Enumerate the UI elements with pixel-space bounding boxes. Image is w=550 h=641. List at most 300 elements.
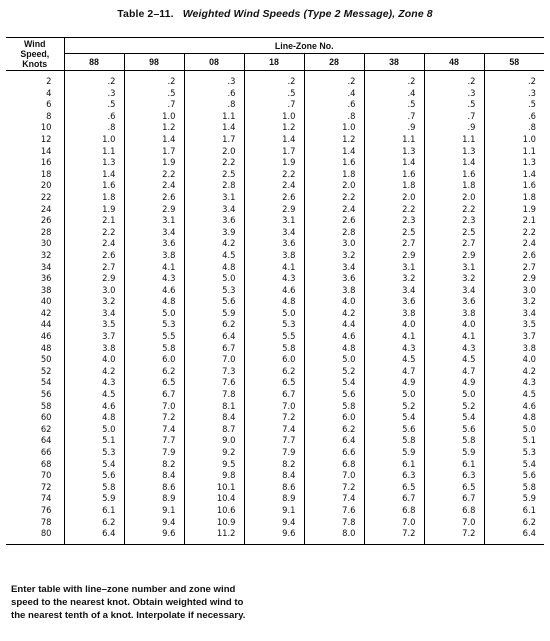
weighted-value-cell: 3.8 — [424, 308, 484, 320]
weighted-value-cell: 1.3 — [424, 146, 484, 158]
weighted-value-cell: 3.4 — [64, 308, 124, 320]
table-title-label: Table 2–11. — [117, 8, 174, 20]
wind-speed-cell: 42 — [6, 308, 64, 320]
wind-speed-header — [6, 38, 64, 71]
weighted-value-cell: 4.7 — [364, 366, 424, 378]
weighted-value-cell: 2.2 — [184, 157, 244, 169]
wind-speed-cell: 24 — [6, 204, 64, 216]
weighted-value-cell: 1.9 — [64, 204, 124, 216]
weighted-value-cell: 1.8 — [364, 180, 424, 192]
weighted-value-cell: 5.4 — [424, 412, 484, 424]
weighted-value-cell: 5.4 — [484, 459, 544, 471]
weighted-value-cell: 6.5 — [244, 377, 304, 389]
weighted-value-cell: 4.3 — [424, 343, 484, 355]
weighted-value-cell: 7.0 — [184, 354, 244, 366]
table-title-text: Weighted Wind Speeds (Type 2 Message), Zone 8 — [182, 8, 433, 20]
weighted-value-cell: 8.6 — [244, 482, 304, 494]
weighted-value-cell: 5.1 — [64, 435, 124, 447]
weighted-value-cell: 2.5 — [184, 169, 244, 181]
weighted-value-cell: 2.9 — [244, 204, 304, 216]
weighted-value-cell: 3.8 — [304, 285, 364, 297]
weighted-value-cell: 7.0 — [364, 517, 424, 529]
weighted-value-cell: 1.2 — [244, 122, 304, 134]
weighted-value-cell: 9.2 — [184, 447, 244, 459]
table-row — [6, 528, 544, 544]
wind-speed-cell: 16 — [6, 157, 64, 169]
weighted-value-cell: 2.2 — [304, 192, 364, 204]
weighted-value-cell: 2.2 — [64, 227, 124, 239]
weighted-value-cell: 4.5 — [64, 389, 124, 401]
weighted-value-cell: 1.2 — [304, 134, 364, 146]
weighted-value-cell: .7 — [244, 99, 304, 111]
weighted-value-cell: 1.2 — [124, 122, 184, 134]
weighted-value-cell: 8.4 — [244, 470, 304, 482]
weighted-value-cell: 3.5 — [484, 319, 544, 331]
weighted-value-cell: 3.6 — [304, 273, 364, 285]
weighted-value-cell: 2.9 — [424, 250, 484, 262]
weighted-value-cell: .5 — [424, 99, 484, 111]
wind-speed-cell: 62 — [6, 424, 64, 436]
wind-speed-cell: 34 — [6, 262, 64, 274]
weighted-value-cell: .2 — [304, 76, 364, 88]
weighted-value-cell: 3.1 — [244, 215, 304, 227]
weighted-value-cell: 4.2 — [484, 366, 544, 378]
weighted-value-cell: 9.8 — [184, 470, 244, 482]
weighted-value-cell: 3.6 — [124, 238, 184, 250]
weighted-value-cell: 6.2 — [184, 319, 244, 331]
column-header-48: 48 — [424, 54, 484, 71]
wind-speed-cell: 60 — [6, 412, 64, 424]
wind-speed-cell: 70 — [6, 470, 64, 482]
weighted-value-cell: 5.5 — [124, 331, 184, 343]
wind-speed-cell: 72 — [6, 482, 64, 494]
weighted-value-cell: 6.2 — [484, 517, 544, 529]
weighted-value-cell: 5.6 — [484, 470, 544, 482]
weighted-value-cell: 1.6 — [484, 180, 544, 192]
weighted-value-cell: 6.8 — [424, 505, 484, 517]
wind-speed-cell: 80 — [6, 528, 64, 544]
weighted-value-cell: 3.2 — [64, 296, 124, 308]
table-row — [6, 192, 544, 204]
wind-speed-cell: 6 — [6, 99, 64, 111]
weighted-value-cell: 6.1 — [64, 505, 124, 517]
weighted-value-cell: 2.9 — [64, 273, 124, 285]
weighted-value-cell: 3.7 — [64, 331, 124, 343]
table-row — [6, 262, 544, 274]
weighted-value-cell: .5 — [124, 88, 184, 100]
weighted-value-cell: 9.0 — [184, 435, 244, 447]
wind-speed-cell: 20 — [6, 180, 64, 192]
weighted-value-cell: 3.7 — [484, 331, 544, 343]
weighted-value-cell: .9 — [364, 122, 424, 134]
weighted-value-cell: 9.6 — [244, 528, 304, 544]
table-row — [6, 331, 544, 343]
weighted-value-cell: 1.3 — [364, 146, 424, 158]
weighted-value-cell: 4.1 — [364, 331, 424, 343]
weighted-value-cell: .4 — [304, 88, 364, 100]
weighted-value-cell: 6.7 — [184, 343, 244, 355]
wind-speed-cell: 22 — [6, 192, 64, 204]
weighted-value-cell: 4.3 — [244, 273, 304, 285]
weighted-value-cell: 3.8 — [484, 343, 544, 355]
weighted-value-cell: 3.1 — [424, 262, 484, 274]
weighted-value-cell: 6.7 — [424, 493, 484, 505]
wind-speed-cell: 58 — [6, 401, 64, 413]
weighted-value-cell: 3.4 — [304, 262, 364, 274]
weighted-value-cell: 1.8 — [304, 169, 364, 181]
weighted-value-cell: 3.4 — [184, 204, 244, 216]
weighted-value-cell: 8.6 — [124, 482, 184, 494]
weighted-value-cell: 3.6 — [244, 238, 304, 250]
weighted-value-cell: .2 — [424, 76, 484, 88]
weighted-value-cell: 2.5 — [364, 227, 424, 239]
weighted-value-cell: 4.6 — [244, 285, 304, 297]
table-row — [6, 308, 544, 320]
weighted-value-cell: 5.0 — [124, 308, 184, 320]
weighted-value-cell: 7.8 — [304, 517, 364, 529]
weighted-value-cell: 6.5 — [124, 377, 184, 389]
weighted-value-cell: 5.2 — [304, 366, 364, 378]
weighted-value-cell: 7.4 — [304, 493, 364, 505]
weighted-value-cell: 1.4 — [64, 169, 124, 181]
table-row — [6, 227, 544, 239]
weighted-value-cell: 1.4 — [184, 122, 244, 134]
weighted-value-cell: 2.7 — [484, 262, 544, 274]
weighted-value-cell: .2 — [244, 76, 304, 88]
weighted-value-cell: 5.8 — [484, 482, 544, 494]
weighted-value-cell: 11.2 — [184, 528, 244, 544]
table-row — [6, 459, 544, 471]
weighted-value-cell: .6 — [484, 111, 544, 123]
weighted-value-cell: 1.1 — [424, 134, 484, 146]
weighted-value-cell: .7 — [424, 111, 484, 123]
weighted-value-cell: 1.3 — [484, 157, 544, 169]
weighted-value-cell: 7.0 — [304, 470, 364, 482]
weighted-value-cell: 4.8 — [184, 262, 244, 274]
weighted-value-cell: 3.2 — [304, 250, 364, 262]
weighted-value-cell: 3.1 — [184, 192, 244, 204]
wind-speed-cell: 14 — [6, 146, 64, 158]
weighted-value-cell: .4 — [364, 88, 424, 100]
weighted-value-cell: 4.1 — [124, 262, 184, 274]
weighted-value-cell: 7.2 — [124, 412, 184, 424]
weighted-value-cell: 2.6 — [484, 250, 544, 262]
weighted-value-cell: 9.5 — [184, 459, 244, 471]
weighted-value-cell: 1.3 — [64, 157, 124, 169]
weighted-value-cell: 1.7 — [244, 146, 304, 158]
table-row — [6, 273, 544, 285]
weighted-value-cell: 8.9 — [124, 493, 184, 505]
weighted-value-cell: 6.3 — [364, 470, 424, 482]
weighted-value-cell: .5 — [484, 99, 544, 111]
weighted-value-cell: 5.0 — [364, 389, 424, 401]
weighted-value-cell: 4.1 — [424, 331, 484, 343]
weighted-value-cell: 1.6 — [364, 169, 424, 181]
weighted-value-cell: 1.1 — [484, 146, 544, 158]
weighted-value-cell: 1.1 — [364, 134, 424, 146]
table-row — [6, 157, 544, 169]
weighted-value-cell: 5.6 — [64, 470, 124, 482]
weighted-value-cell: 3.4 — [244, 227, 304, 239]
weighted-value-cell: .8 — [304, 111, 364, 123]
table-row — [6, 319, 544, 331]
weighted-value-cell: 2.4 — [484, 238, 544, 250]
weighted-value-cell: 1.8 — [64, 192, 124, 204]
weighted-value-cell: 7.7 — [244, 435, 304, 447]
wind-speed-header-line: Knots — [22, 59, 48, 69]
table-row — [6, 366, 544, 378]
weighted-value-cell: 4.6 — [64, 401, 124, 413]
weighted-value-cell: 3.8 — [64, 343, 124, 355]
weighted-value-cell: 7.2 — [364, 528, 424, 544]
table-row — [6, 447, 544, 459]
weighted-value-cell: 10.1 — [184, 482, 244, 494]
table-title — [0, 8, 550, 20]
weighted-value-cell: 6.2 — [124, 366, 184, 378]
weighted-value-cell: 3.6 — [364, 296, 424, 308]
wind-speed-cell: 8 — [6, 111, 64, 123]
weighted-value-cell: 5.8 — [364, 435, 424, 447]
weighted-value-cell: 1.6 — [64, 180, 124, 192]
table-row — [6, 354, 544, 366]
weighted-value-cell: 5.6 — [304, 389, 364, 401]
weighted-value-cell: 6.1 — [424, 459, 484, 471]
wind-speed-cell: 68 — [6, 459, 64, 471]
weighted-value-cell: 1.0 — [244, 111, 304, 123]
weighted-value-cell: 3.9 — [184, 227, 244, 239]
weighted-value-cell: 1.9 — [484, 204, 544, 216]
weighted-value-cell: 6.0 — [304, 412, 364, 424]
weighted-value-cell: 6.1 — [484, 505, 544, 517]
wind-speed-cell: 54 — [6, 377, 64, 389]
weighted-value-cell: 1.4 — [244, 134, 304, 146]
weighted-value-cell: 4.6 — [124, 285, 184, 297]
weighted-value-cell: 1.0 — [304, 122, 364, 134]
weighted-value-cell: .9 — [424, 122, 484, 134]
weighted-value-cell: 5.0 — [184, 273, 244, 285]
weighted-value-cell: 2.6 — [304, 215, 364, 227]
wind-speed-cell: 12 — [6, 134, 64, 146]
weighted-value-cell: 4.8 — [304, 343, 364, 355]
weighted-value-cell: 4.0 — [364, 319, 424, 331]
weighted-value-cell: 1.4 — [424, 157, 484, 169]
weighted-value-cell: 3.5 — [64, 319, 124, 331]
weighted-value-cell: 4.2 — [184, 238, 244, 250]
weighted-value-cell: 6.4 — [484, 528, 544, 544]
weighted-value-cell: 6.8 — [304, 459, 364, 471]
table-row — [6, 134, 544, 146]
table-row — [6, 88, 544, 100]
weighted-value-cell: 4.7 — [424, 366, 484, 378]
weighted-value-cell: 7.6 — [184, 377, 244, 389]
weighted-value-cell: 2.2 — [244, 169, 304, 181]
weighted-value-cell: 2.7 — [64, 262, 124, 274]
weighted-value-cell: 6.8 — [364, 505, 424, 517]
weighted-value-cell: 2.1 — [484, 215, 544, 227]
table-row — [6, 377, 544, 389]
weighted-value-cell: 4.6 — [304, 331, 364, 343]
weighted-value-cell: .8 — [484, 122, 544, 134]
weighted-value-cell: 5.6 — [424, 424, 484, 436]
weighted-value-cell: 4.3 — [364, 343, 424, 355]
weighted-value-cell: .2 — [364, 76, 424, 88]
table-row — [6, 122, 544, 134]
wind-speed-cell: 40 — [6, 296, 64, 308]
weighted-wind-table — [6, 37, 544, 545]
table-row — [6, 296, 544, 308]
weighted-value-cell: .3 — [64, 88, 124, 100]
weighted-value-cell: 10.9 — [184, 517, 244, 529]
table-row — [6, 517, 544, 529]
weighted-value-cell: .7 — [364, 111, 424, 123]
weighted-value-cell: 1.4 — [124, 134, 184, 146]
weighted-value-cell: 1.4 — [364, 157, 424, 169]
weighted-value-cell: .2 — [124, 76, 184, 88]
table-row — [6, 250, 544, 262]
weighted-value-cell: 2.1 — [64, 215, 124, 227]
weighted-value-cell: 2.0 — [184, 146, 244, 158]
weighted-value-cell: 7.2 — [244, 412, 304, 424]
weighted-value-cell: 7.9 — [244, 447, 304, 459]
table-row — [6, 401, 544, 413]
weighted-value-cell: 5.3 — [484, 447, 544, 459]
weighted-value-cell: 6.4 — [184, 331, 244, 343]
weighted-value-cell: 5.9 — [364, 447, 424, 459]
column-header-08: 08 — [184, 54, 244, 71]
table-row — [6, 111, 544, 123]
weighted-value-cell: 7.4 — [244, 424, 304, 436]
weighted-value-cell: 1.4 — [304, 146, 364, 158]
weighted-value-cell: 8.0 — [304, 528, 364, 544]
wind-speed-cell: 66 — [6, 447, 64, 459]
wind-speed-cell: 2 — [6, 76, 64, 88]
weighted-value-cell: 1.8 — [424, 180, 484, 192]
weighted-value-cell: 7.2 — [304, 482, 364, 494]
weighted-value-cell: 2.9 — [364, 250, 424, 262]
weighted-value-cell: .5 — [64, 99, 124, 111]
weighted-value-cell: 3.0 — [64, 285, 124, 297]
column-header-28: 28 — [304, 54, 364, 71]
weighted-value-cell: 2.4 — [124, 180, 184, 192]
weighted-value-cell: 4.0 — [424, 319, 484, 331]
weighted-value-cell: 2.8 — [184, 180, 244, 192]
weighted-value-cell: 6.2 — [64, 517, 124, 529]
weighted-value-cell: 3.8 — [364, 308, 424, 320]
wind-speed-cell: 76 — [6, 505, 64, 517]
weighted-value-cell: 1.7 — [184, 134, 244, 146]
weighted-value-cell: 3.4 — [424, 285, 484, 297]
weighted-value-cell: 5.0 — [424, 389, 484, 401]
weighted-value-cell: 7.7 — [124, 435, 184, 447]
table-row — [6, 76, 544, 88]
weighted-value-cell: 1.9 — [124, 157, 184, 169]
wind-speed-cell: 64 — [6, 435, 64, 447]
weighted-value-cell: 6.3 — [424, 470, 484, 482]
weighted-value-cell: 7.8 — [184, 389, 244, 401]
weighted-value-cell: .2 — [64, 76, 124, 88]
note-line: the nearest tenth of a knot. Interpolate if necessary. — [11, 610, 246, 622]
weighted-value-cell: 7.3 — [184, 366, 244, 378]
weighted-value-cell: 6.2 — [244, 366, 304, 378]
weighted-value-cell: 4.8 — [244, 296, 304, 308]
weighted-value-cell: 4.5 — [484, 389, 544, 401]
weighted-value-cell: 5.8 — [424, 435, 484, 447]
weighted-value-cell: 2.2 — [484, 227, 544, 239]
weighted-value-cell: 4.3 — [64, 377, 124, 389]
weighted-value-cell: 5.2 — [364, 401, 424, 413]
weighted-value-cell: 2.2 — [424, 204, 484, 216]
table-row — [6, 146, 544, 158]
weighted-value-cell: 6.1 — [364, 459, 424, 471]
weighted-value-cell: 6.5 — [364, 482, 424, 494]
wind-speed-cell: 56 — [6, 389, 64, 401]
weighted-value-cell: 2.2 — [364, 204, 424, 216]
weighted-value-cell: .6 — [184, 88, 244, 100]
weighted-value-cell: 7.4 — [124, 424, 184, 436]
weighted-value-cell: 3.2 — [364, 273, 424, 285]
table-row — [6, 493, 544, 505]
weighted-value-cell: 9.4 — [124, 517, 184, 529]
weighted-value-cell: 5.8 — [244, 343, 304, 355]
weighted-value-cell: 2.8 — [304, 227, 364, 239]
weighted-value-cell: 5.9 — [484, 493, 544, 505]
weighted-value-cell: 3.1 — [364, 262, 424, 274]
table-body — [6, 71, 544, 545]
wind-speed-cell: 38 — [6, 285, 64, 297]
weighted-value-cell: 4.8 — [64, 412, 124, 424]
table-row — [6, 215, 544, 227]
weighted-value-cell: 2.0 — [304, 180, 364, 192]
weighted-value-cell: 6.6 — [304, 447, 364, 459]
note-line: Enter table with line–zone number and zone wind — [11, 584, 236, 595]
weighted-value-cell: .8 — [184, 99, 244, 111]
weighted-value-cell: 1.7 — [124, 146, 184, 158]
weighted-value-cell: 3.4 — [364, 285, 424, 297]
weighted-value-cell: 4.8 — [484, 412, 544, 424]
table-row — [6, 505, 544, 517]
line-zone-header: Line-Zone No. — [64, 38, 544, 54]
weighted-value-cell: 6.7 — [124, 389, 184, 401]
weighted-value-cell: 5.0 — [64, 424, 124, 436]
weighted-value-cell: 4.8 — [124, 296, 184, 308]
wind-speed-cell: 44 — [6, 319, 64, 331]
weighted-value-cell: 4.4 — [304, 319, 364, 331]
weighted-value-cell: 3.8 — [124, 250, 184, 262]
weighted-value-cell: 9.6 — [124, 528, 184, 544]
weighted-value-cell: 3.8 — [244, 250, 304, 262]
weighted-value-cell: 9.4 — [244, 517, 304, 529]
weighted-value-cell: 5.0 — [484, 424, 544, 436]
table-row — [6, 238, 544, 250]
weighted-value-cell: 5.6 — [364, 424, 424, 436]
wind-speed-header-line: Wind — [24, 39, 46, 49]
column-header-98: 98 — [124, 54, 184, 71]
weighted-value-cell: 5.8 — [64, 482, 124, 494]
weighted-value-cell: 10.4 — [184, 493, 244, 505]
column-header-58: 58 — [484, 54, 544, 71]
weighted-value-cell: .8 — [64, 122, 124, 134]
weighted-value-cell: 7.9 — [124, 447, 184, 459]
weighted-value-cell: 3.0 — [484, 285, 544, 297]
weighted-value-cell: 1.0 — [64, 134, 124, 146]
weighted-value-cell: .2 — [484, 76, 544, 88]
weighted-value-cell: 4.2 — [304, 308, 364, 320]
table-row — [6, 435, 544, 447]
weighted-value-cell: 5.3 — [64, 447, 124, 459]
weighted-value-cell: 7.0 — [244, 401, 304, 413]
weighted-value-cell: 3.2 — [424, 273, 484, 285]
weighted-value-cell: .5 — [244, 88, 304, 100]
